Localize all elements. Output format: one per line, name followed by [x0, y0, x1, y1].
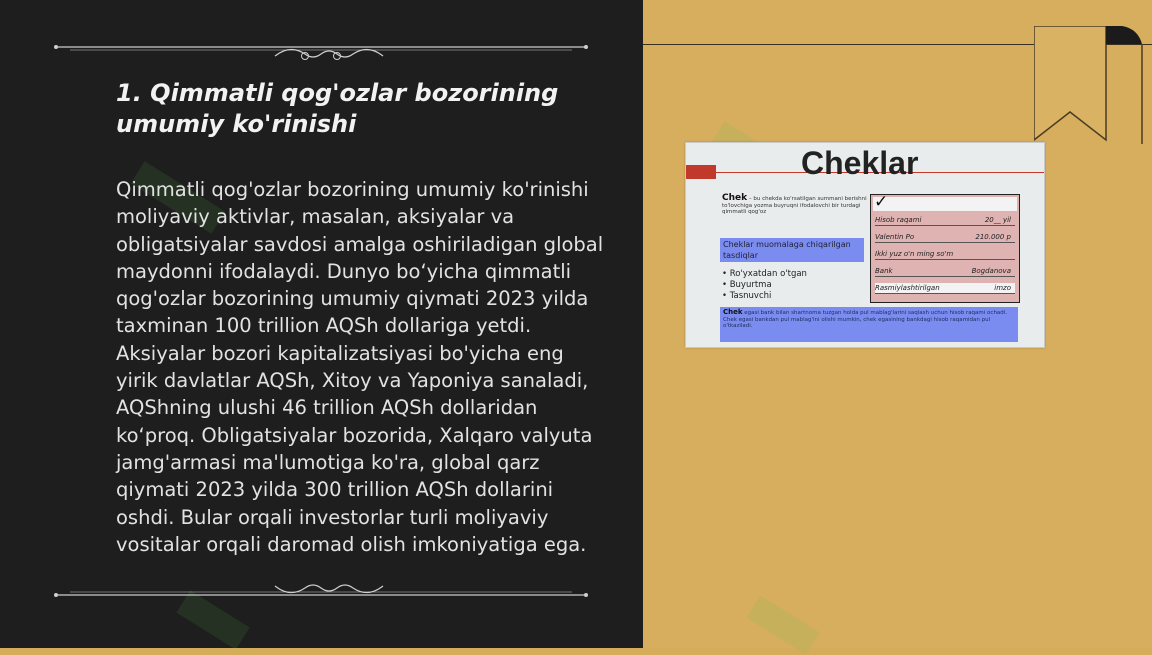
list-item: • Ro'yxatdan o'tgan [722, 269, 807, 280]
cheque-row: Bank Bogdanova [875, 266, 1015, 277]
cheque-types-list [722, 269, 807, 302]
cheque-description-box [720, 307, 1018, 342]
cheque-header [873, 192, 1017, 212]
cheque-definition-text: – bu chekda ko'rsatilgan summani berishni to'lovchiga yozma buyruqni ifodalovchi bir turdagi qimmatli qog'oz [722, 196, 867, 215]
cheque-description-text: egasi bank bilan shartnoma tuzgan holda pul mablag'larini saqlash uchun hisob raqami ochadi. Chek egasi bankdan pul mablag'ini olishi mumkin, chek egasining bankdagi hisob raqamidan pul o'tkaziladi. [723, 310, 1008, 330]
list-item: • Buyurtma [722, 280, 807, 291]
checkmark-icon: ✓ [874, 192, 889, 212]
cheque-description-term: Chek [723, 308, 743, 316]
cheque-definition [722, 195, 868, 216]
cheque-image-title: Cheklar [801, 145, 919, 181]
slide-title: 1. Qimmatli qog'ozlar bozorining umumiy ko'rinishi [116, 79, 559, 138]
ornament-divider-top [50, 34, 592, 64]
ornament-divider-bottom [50, 578, 592, 608]
red-accent-tab [686, 165, 716, 179]
list-item: • Tasnuvchi [722, 291, 807, 302]
slide-body-text: Qimmatli qog'ozlar bozorining umumiy ko'rinishi moliyaviy aktivlar, masalan, aksiyalar va obligatsiyalar savdosi amalga oshiriladigan global maydonni ifodalaydi. Dunyo bo‘yicha qimmatli qog'ozlar bozorining umumiy qiymati 2023 yilda taxminan 100 trillion AQSh dollariga yetdi. Aksiyalar bozori kapitalizatsiyasi bo'yicha eng yirik davlatlar AQSh, Xitoy va Yaponiya sanaladi, AQShning ulushi 46 trillion AQSh dollaridan ko‘proq. Obligatsiyalar bozorida, Xalqaro valyuta jamg'armasi ma'lumotiga ko'ra, global qarz qiymati 2023 yilda 300 trillion AQSh dollarini oshdi. Bular orqali investorlar turli moliyaviy vositalar orqali daromad olish imkoniyatiga ega. [116, 178, 604, 556]
cheque-row: Ikki yuz o'n ming so'm [875, 249, 1015, 260]
bookmark-ribbon-icon [1034, 26, 1144, 144]
cheque-row: Rasmiylashtirilgan imzo [875, 283, 1015, 294]
cheque-types-box: Cheklar muomalaga chiqarilgan tasdiqlar [720, 238, 864, 262]
cheque-row: Valentin Po 210.000 p [875, 232, 1015, 243]
cheque-definition-term: Chek [722, 193, 748, 203]
cheque-slide-image [685, 142, 1045, 348]
cheque-illustration [870, 194, 1020, 303]
cheque-row: Hisob raqami 20__ yil [875, 215, 1015, 226]
